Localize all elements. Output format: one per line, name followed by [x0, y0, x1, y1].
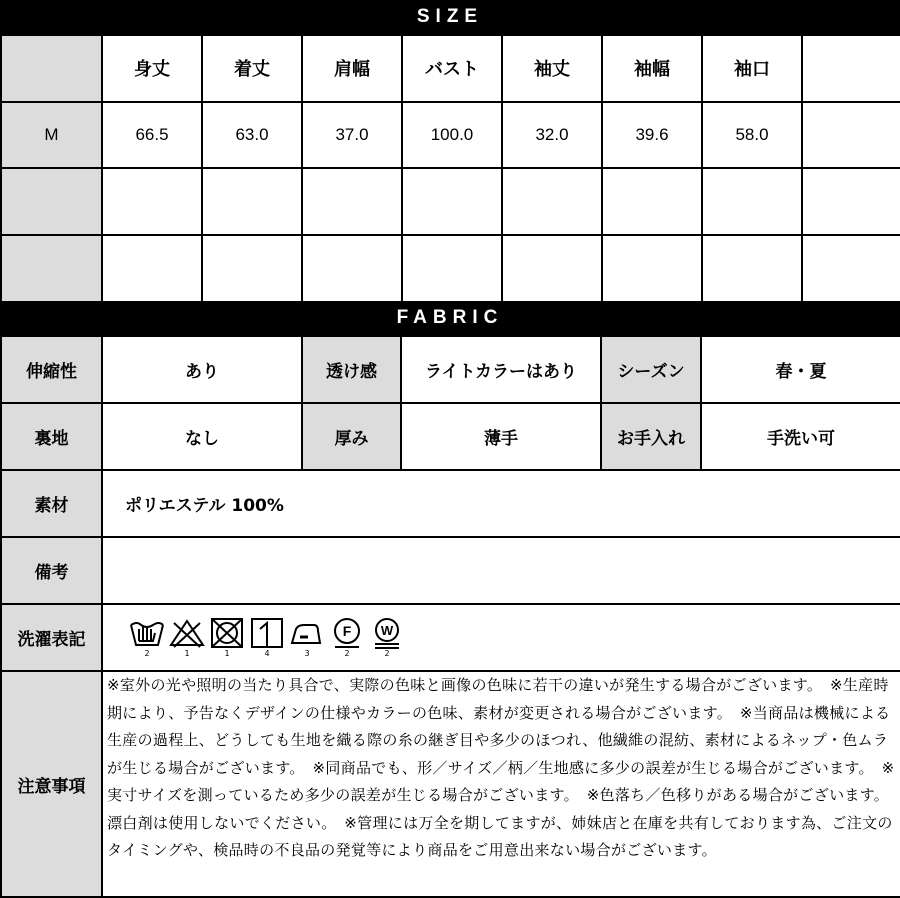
- svg-text:W: W: [380, 623, 394, 638]
- size-header-row: [1, 35, 900, 102]
- size-row: [1, 102, 900, 169]
- care-symbol: [287, 617, 327, 658]
- care-number: 1: [224, 649, 230, 658]
- thickness-label: 厚み: [302, 403, 401, 470]
- size-banner: SIZE: [0, 0, 900, 34]
- fabric-banner: FABRIC: [0, 301, 900, 335]
- hand-wash-icon: [128, 617, 166, 649]
- size-label-cell: [1, 168, 102, 235]
- care-number: 3: [304, 649, 310, 658]
- size-value-cell: 100.0: [402, 102, 502, 169]
- thickness-value: 薄手: [401, 403, 601, 470]
- care-number: 2: [384, 649, 390, 658]
- notes-label: 注意事項: [1, 671, 102, 897]
- care-value: 手洗い可: [701, 403, 900, 470]
- sheer-value: ライトカラーはあり: [401, 336, 601, 403]
- size-header-cell: [802, 35, 900, 102]
- stretch-label: 伸縮性: [1, 336, 102, 403]
- fabric-row: [1, 604, 900, 671]
- size-header-cell: 肩幅: [302, 35, 402, 102]
- care-symbol: [367, 617, 407, 658]
- material-value: ポリエステル 100%: [102, 470, 900, 537]
- size-label-cell: [1, 235, 102, 302]
- care-number: 2: [344, 649, 350, 658]
- size-value-cell: 66.5: [102, 102, 202, 169]
- care-symbol: [207, 617, 247, 658]
- size-value-cell: 37.0: [302, 102, 402, 169]
- svg-text:F: F: [342, 623, 352, 639]
- size-row: [1, 235, 900, 302]
- size-value-cell: 39.6: [602, 102, 702, 169]
- size-value-cell: 63.0: [202, 102, 302, 169]
- fabric-row: [1, 470, 900, 537]
- wash-symbols-cell: [102, 604, 900, 671]
- size-value-cell: [202, 168, 302, 235]
- fabric-row: [1, 403, 900, 470]
- care-symbols: [103, 617, 900, 658]
- no-tumble-dry-icon: [208, 617, 246, 649]
- size-row: [1, 168, 900, 235]
- care-symbol: [327, 617, 367, 658]
- wash-label: 洗濯表記: [1, 604, 102, 671]
- remarks-label: 備考: [1, 537, 102, 604]
- fabric-row: [1, 336, 900, 403]
- size-value-cell: 58.0: [702, 102, 802, 169]
- size-value-cell: [102, 235, 202, 302]
- size-value-cell: [602, 235, 702, 302]
- size-value-cell: [802, 168, 900, 235]
- size-header-cell: 着丈: [202, 35, 302, 102]
- size-value-cell: [402, 168, 502, 235]
- size-header-cell: バスト: [402, 35, 502, 102]
- remarks-value: [102, 537, 900, 604]
- size-value-cell: [702, 235, 802, 302]
- size-value-cell: [602, 168, 702, 235]
- size-value-cell: [202, 235, 302, 302]
- lining-label: 裏地: [1, 403, 102, 470]
- fabric-table: [0, 335, 900, 898]
- size-value-cell: 32.0: [502, 102, 602, 169]
- no-bleach-icon: [168, 617, 206, 649]
- sheer-label: 透け感: [302, 336, 401, 403]
- care-number: 2: [144, 649, 150, 658]
- size-value-cell: [702, 168, 802, 235]
- size-value-cell: [102, 168, 202, 235]
- season-value: 春・夏: [701, 336, 900, 403]
- line-dry-icon: [248, 617, 286, 649]
- care-number: 4: [264, 649, 270, 658]
- size-table: [0, 34, 900, 303]
- size-header-cell: 袖丈: [502, 35, 602, 102]
- care-number: 1: [184, 649, 190, 658]
- lining-value: なし: [102, 403, 302, 470]
- size-value-cell: [302, 235, 402, 302]
- fabric-row: [1, 671, 900, 897]
- size-header-cell: 袖幅: [602, 35, 702, 102]
- care-symbol: [127, 617, 167, 658]
- notes-text: ※室外の光や照明の当たり具合で、実際の色味と画像の色味に若干の違いが発生する場合がございます。 ※生産時期により、予告なくデザインの仕様やカラーの色味、素材が変更される場合がございます。 ※当商品は機械による生産の過程上、どうしても生地を織る際の糸の継ぎ目や多少のほつれ、他繊維の混紡、素材によるネップ・色ムラが生じる場合がございます。 ※同商品でも、形／サイズ／柄／生地感に多少の誤差が生じる場合がございます。 ※実寸サイズを測っているため多少の誤差が生じる場合がございます。 ※色落ち／色移りがある場合がございます。漂白剤は使用しないでください。 ※管理には万全を期してますが、姉妹店と在庫を共有しております為、ご注文のタイミングや、検品時の不良品の発覚等により商品をご用意出来ない場合がございます。: [102, 671, 900, 897]
- care-symbol: [247, 617, 287, 658]
- size-value-cell: [802, 235, 900, 302]
- iron-low-icon: [288, 617, 326, 649]
- size-value-cell: [402, 235, 502, 302]
- care-label: お手入れ: [601, 403, 701, 470]
- season-label: シーズン: [601, 336, 701, 403]
- size-value-cell: [302, 168, 402, 235]
- care-symbol: [167, 617, 207, 658]
- size-header-cell: [1, 35, 102, 102]
- size-header-cell: 身丈: [102, 35, 202, 102]
- fabric-row: [1, 537, 900, 604]
- stretch-value: あり: [102, 336, 302, 403]
- size-value-cell: [502, 168, 602, 235]
- size-value-cell: [502, 235, 602, 302]
- size-header-cell: 袖口: [702, 35, 802, 102]
- size-label-cell: M: [1, 102, 102, 169]
- wet-clean-w-icon: [368, 617, 406, 649]
- material-label: 素材: [1, 470, 102, 537]
- size-value-cell: [802, 102, 900, 169]
- dry-clean-f-icon: [328, 617, 366, 649]
